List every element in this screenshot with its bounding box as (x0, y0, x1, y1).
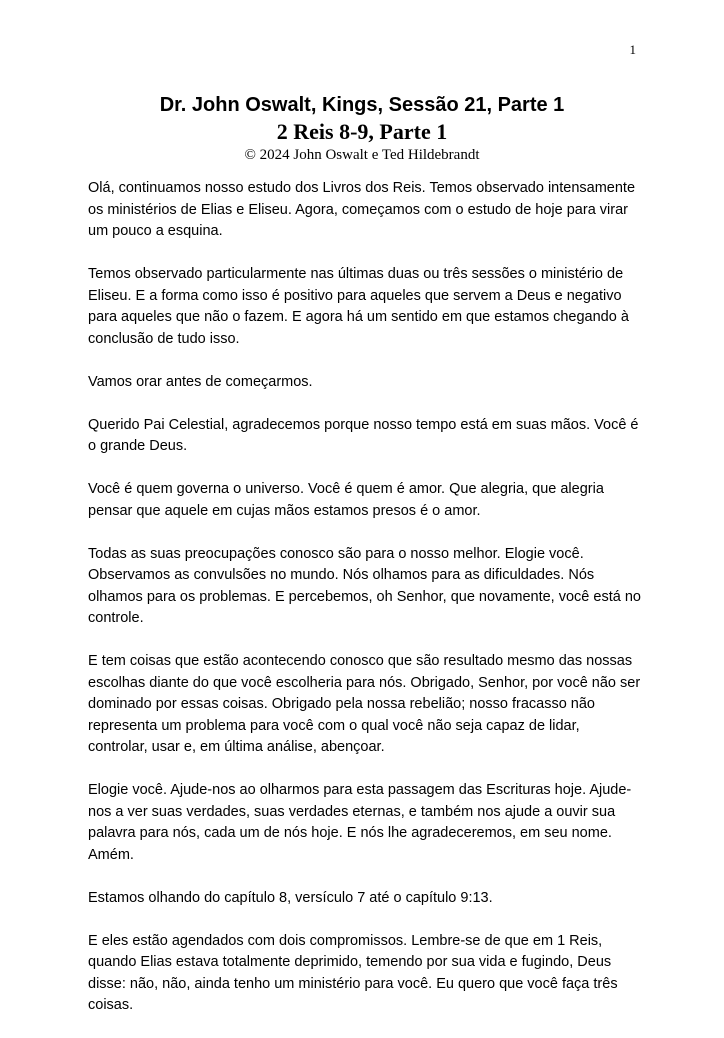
paragraph: Você é quem governa o universo. Você é quem é amor. Que alegria, que alegria pensar que aquele em cujas mãos estamos presos é o amor. (88, 481, 604, 519)
paragraph: E eles estão agendados com dois compromissos. Lembre-se de que em 1 Reis, quando Elias estava totalmente deprimido, temendo por sua vida e fugindo, Deus disse: não, não, ainda tenho um ministério para você. Eu quero que você faça três coisas. (88, 932, 618, 1013)
paragraph: Estamos olhando do capítulo 8, versículo 7 até o capítulo 9:13. (88, 889, 493, 906)
paragraph: Todas as suas preocupações conosco são para o nosso melhor. Elogie você. Observamos as convulsões no mundo. Nós olhamos para as dificuldades. Nós olhamos para os problemas. E percebemos, oh Senhor, que novamente, você está no controle. (88, 545, 641, 626)
page-number: 1 (629, 42, 636, 57)
paragraph: Vamos orar antes de começarmos. (88, 373, 313, 390)
paragraph: Temos observado particularmente nas últimas duas ou três sessões o ministério de Eliseu. E a forma como isso é positivo para aqueles que servem a Deus e negativo para aqueles que não o fazem. E agora há um sentido em que estamos chegando à conclusão de tudo isso. (88, 266, 629, 347)
document-header (0, 93, 724, 164)
paragraph: Olá, continuamos nosso estudo dos Livros dos Reis. Temos observado intensamente os ministérios de Elias e Eliseu. Agora, começamos com o estudo de hoje para virar um pouco a esquina. (88, 180, 636, 239)
document-subtitle: 2 Reis 8-9, Parte 1 (276, 119, 448, 144)
document-title: Dr. John Oswalt, Kings, Sessão 21, Parte 1 (159, 94, 565, 116)
copyright-notice: © 2024 John Oswalt e Ted Hildebrandt (244, 147, 480, 163)
paragraph: Querido Pai Celestial, agradecemos porque nosso tempo está em suas mãos. Você é o grande Deus. (88, 416, 639, 454)
paragraph: E tem coisas que estão acontecendo conosco que são resultado mesmo das nossas escolhas diante do que você escolheria para nós. Obrigado, Senhor, por você não ser dominado por essas coisas. Obrigado pela nossa rebelião; nosso fracasso não representa um problema para você com o qual você não seja capaz de lidar, controlar, usar e, em última análise, abençoar. (88, 653, 641, 755)
document-body (88, 178, 641, 1038)
paragraph: Elogie você. Ajude-nos ao olharmos para esta passagem das Escrituras hoje. Ajude-nos a ver suas verdades, suas verdades eternas, e também nos ajude a ouvir sua palavra para nós, cada um de nós hoje. E nós lhe agradeceremos, em seu nome. Amém. (88, 782, 632, 863)
